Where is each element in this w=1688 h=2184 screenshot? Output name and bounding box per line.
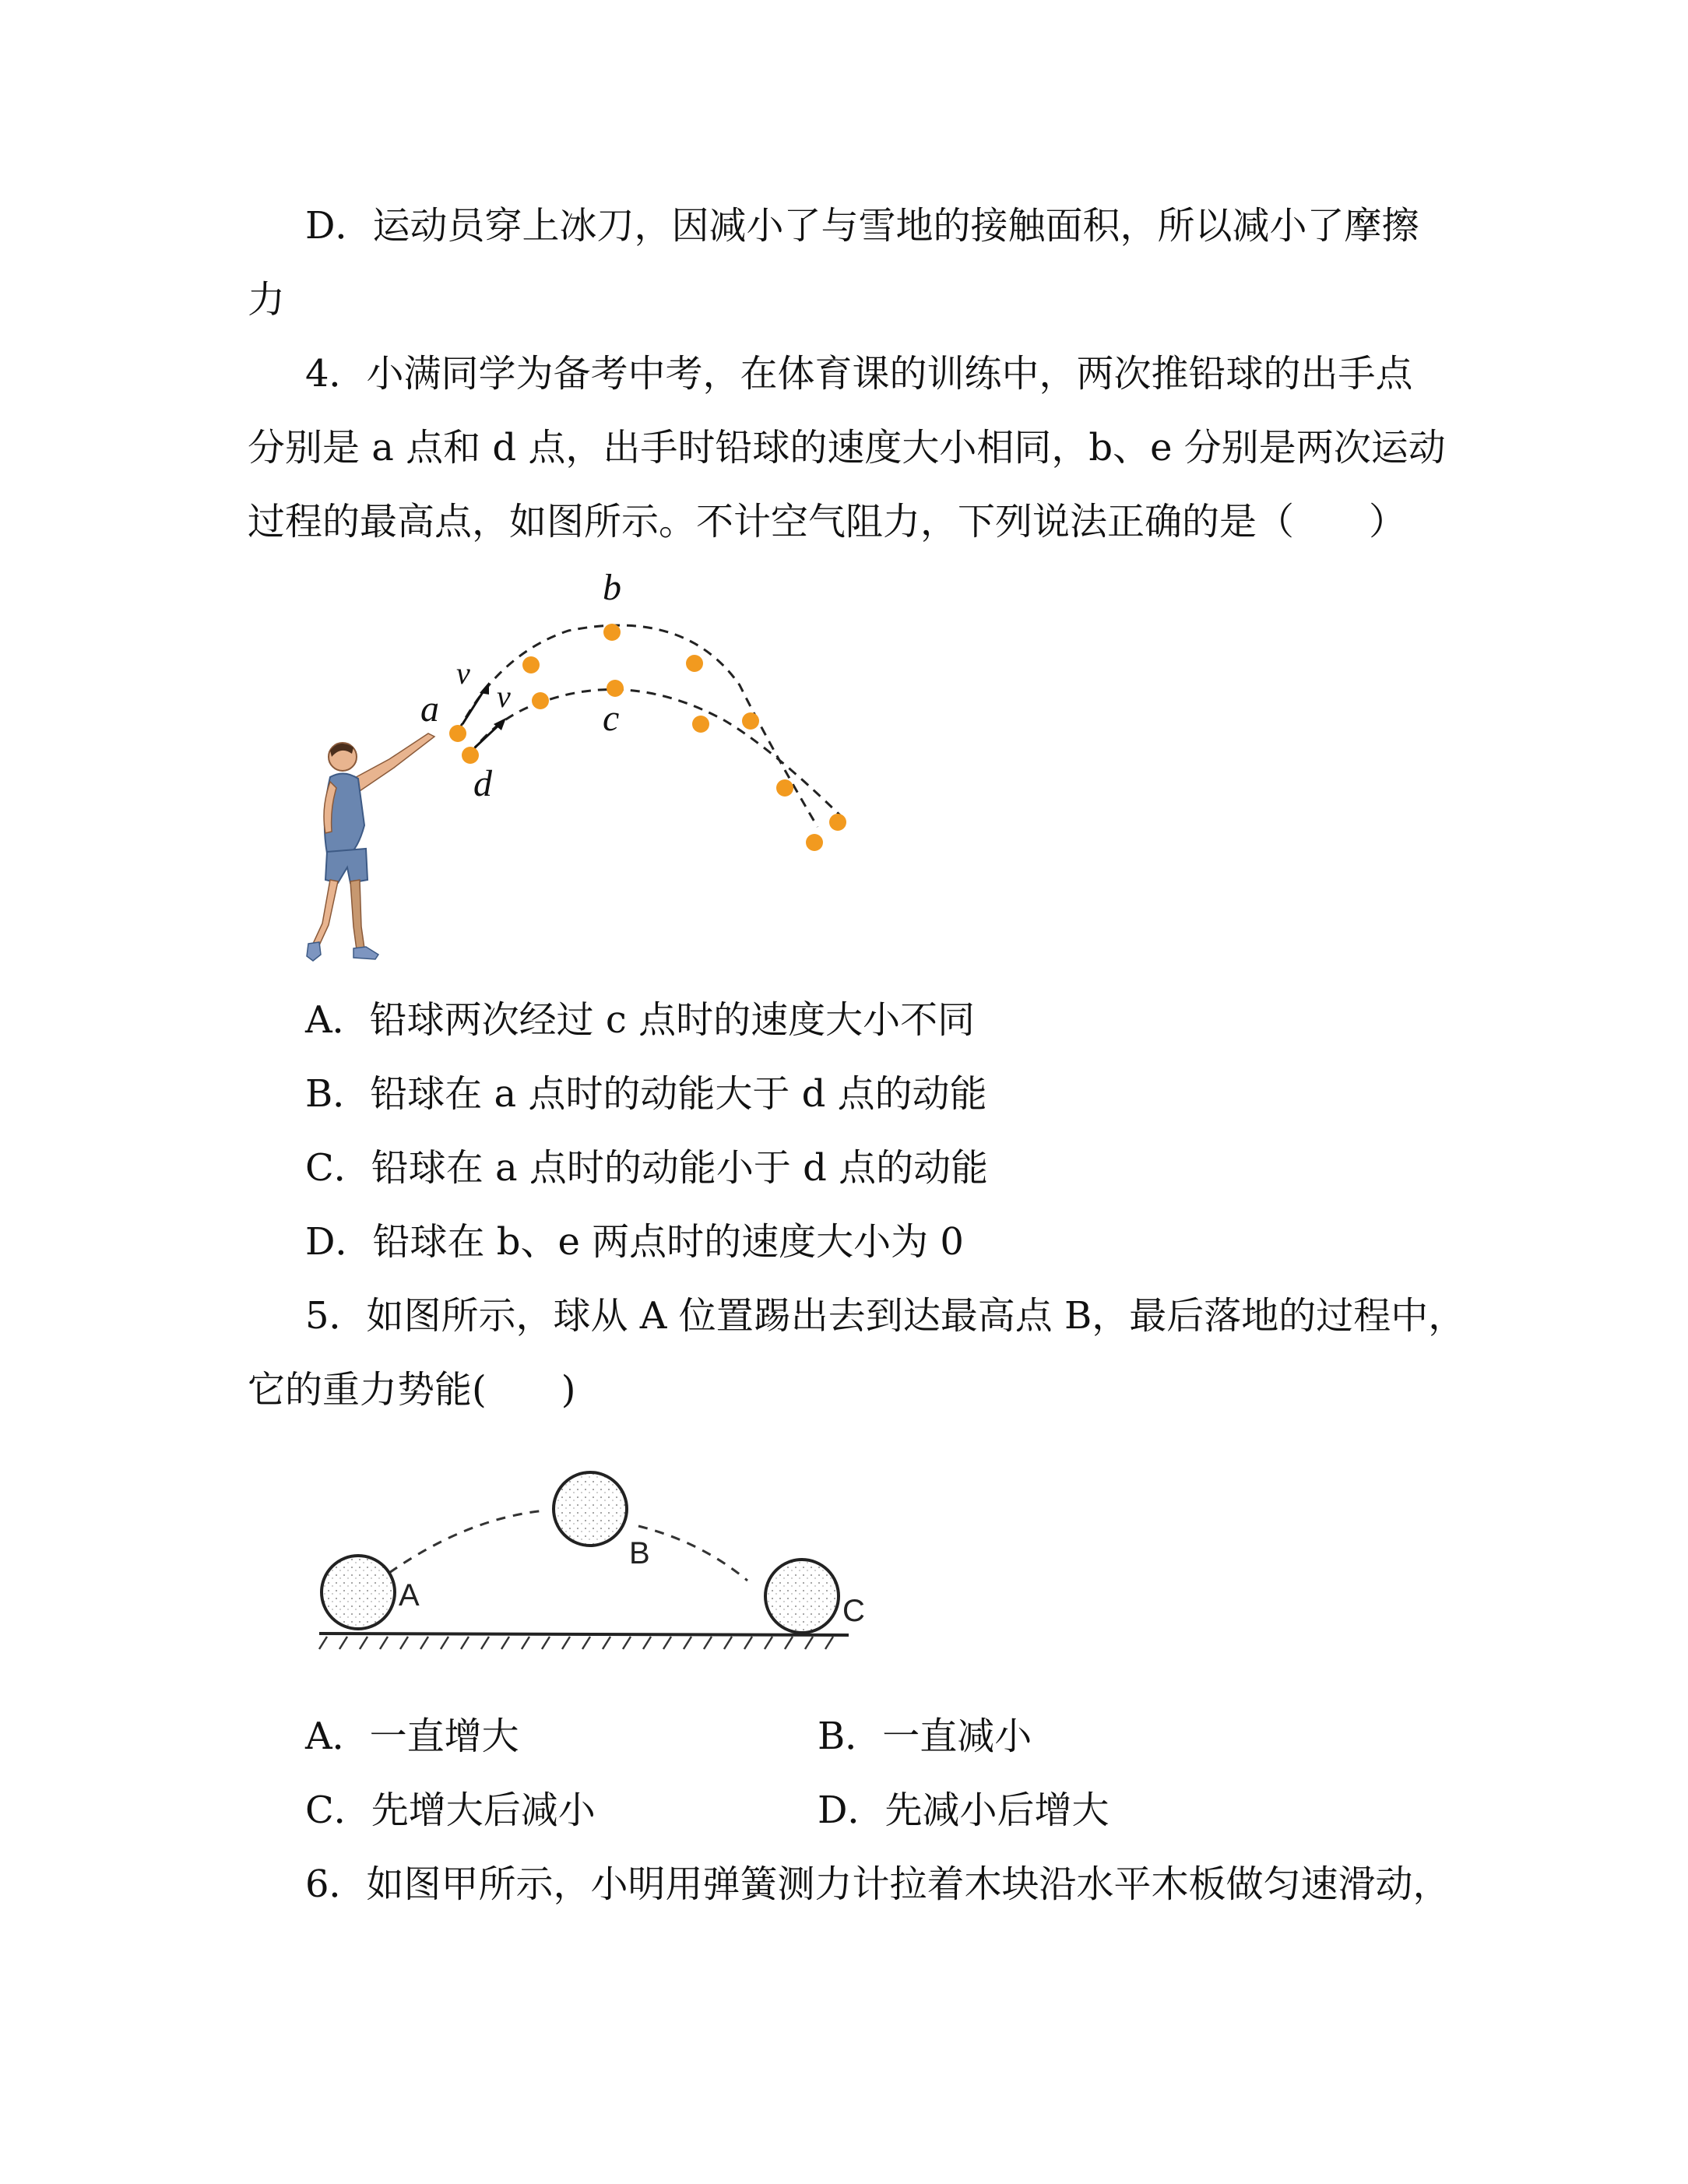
ball-upper-2 (522, 656, 540, 673)
q5-option-c[interactable]: C．先增大后减小 (305, 1788, 596, 1832)
q4-option-b[interactable]: B．铅球在 a 点时的动能大于 d 点的动能 (305, 1072, 987, 1116)
q4-option-a[interactable]: A．铅球两次经过 c 点时的速度大小不同 (305, 998, 976, 1042)
q5-stem-line1: 5．如图所示，球从 A 位置踢出去到达最高点 B，最后落地的过程中， (305, 1294, 1466, 1338)
ball-d (462, 747, 479, 764)
q5-option-a[interactable]: A．一直增大 (305, 1714, 519, 1758)
q5-option-d[interactable]: D．先减小后增大 (818, 1788, 1110, 1832)
label-c: c (603, 698, 620, 739)
ball-C (765, 1560, 839, 1633)
label-b: b (603, 567, 621, 608)
label-v1: v (456, 656, 470, 691)
q4-stem-line1: 4．小满同学为备考中考，在体育课的训练中，两次推铅球的出手点 (305, 352, 1413, 396)
ball-A (322, 1556, 395, 1629)
q4-stem-line3: 过程的最高点，如图所示。不计空气阻力，下列说法正确的是（ ） (248, 500, 1407, 543)
q4-option-d[interactable]: D．铅球在 b、e 两点时的速度大小为 0 (305, 1220, 964, 1264)
ball-c (607, 680, 624, 697)
label-B: B (629, 1536, 650, 1570)
q4-shotput-figure (304, 561, 864, 965)
q5-option-b[interactable]: B．一直减小 (818, 1714, 1032, 1758)
ball-b (603, 624, 621, 641)
ball-lower-2 (532, 692, 549, 709)
ball-B (554, 1472, 627, 1546)
ball-upper-5 (776, 779, 793, 797)
label-A: A (399, 1578, 420, 1613)
q5-stem-line2: 它的重力势能( ) (248, 1368, 576, 1412)
trajectory-upper (458, 625, 818, 827)
label-a: a (420, 688, 439, 730)
label-v2: v (497, 679, 511, 714)
ball-arc (389, 1511, 545, 1573)
q3-option-d-line1: D．运动员穿上冰刀，因减小了与雪地的接触面积，所以减小了摩擦 (305, 204, 1419, 248)
trajectory-lower (470, 690, 842, 818)
ground-line (319, 1634, 849, 1635)
label-d: d (473, 763, 492, 804)
ball-lower-5 (742, 712, 759, 730)
ball-lower-6 (829, 814, 846, 831)
label-C: C (842, 1594, 865, 1628)
athlete-figure (307, 733, 434, 961)
ball-upper-6 (806, 834, 823, 851)
q3-option-d-line2: 力 (248, 278, 286, 322)
q6-stem-line1: 6．如图甲所示，小明用弹簧测力计拉着木块沿水平木板做匀速滑动， (305, 1862, 1451, 1906)
ball-lower-4 (692, 716, 709, 733)
q5-ball-figure (311, 1456, 903, 1690)
q4-stem-line2: 分别是 a 点和 d 点，出手时铅球的速度大小相同，b、e 分别是两次运动 (248, 426, 1446, 470)
q4-option-c[interactable]: C．铅球在 a 点时的动能小于 d 点的动能 (305, 1146, 989, 1190)
ball-upper-4 (686, 655, 703, 672)
ball-a (449, 725, 466, 742)
